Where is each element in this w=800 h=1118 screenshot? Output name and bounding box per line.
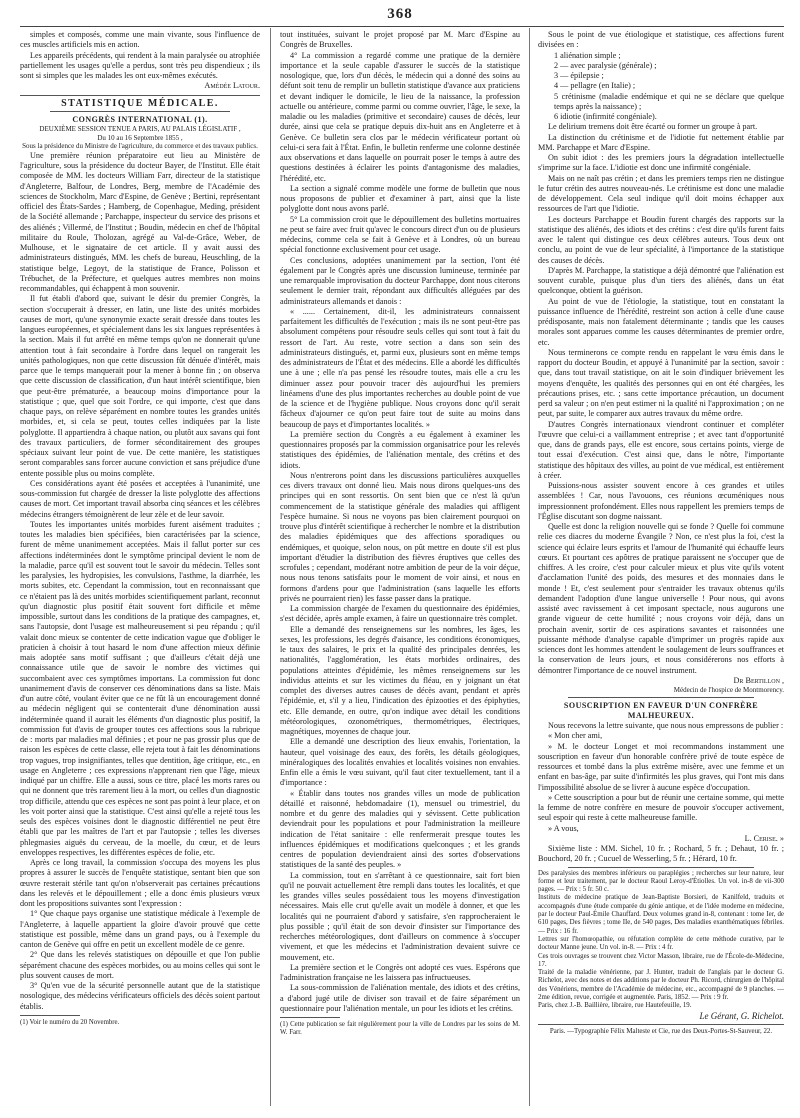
letter-signature: L. Cerise. »	[744, 833, 784, 843]
paragraph: Toutes les importantes unités morbides furent aisément traduites ; toutes les maladies bien spécifiées, bien caractérisées par la science, furent de même unanimement acceptées. Mais il fallut porter sur ces affections indéterminées dont le symptôme principal devient le nom de la maladie, parce qu'il est souvent tout le savoir du médecin. Telles sont les paralysies, les hydropisies, les convulsions, l'asthme, la diarrhée, les morts subites, etc. Cependant la commission, tout en reconnaissant que ce n'étaient pas là des unités morbides scientifiquement parlant, reconnut qu'un diagnostic plus positif était souvent fort difficile et même impossible, surtout dans les conditions de la pratique des campagnes, et, sans l'autopsie, dont l'usage est malheureusement si peu répandu ; qu'il valait donc mieux se contenter de cette indication vague que d'obliger le praticien à choisir à tout hasard le nom d'une affection mieux définie mais adoptée sans motif suffisant ; que d'ailleurs c'était déjà une connaissance utile que de savoir le nombre des victimes qui succombaient avec ces symptômes importans. La commission fut donc unanimement d'avis de conserver ces dénominations dans sa liste. Mais d'un autre côté, voulant éviter que ce ne fût là un encouragement donné au médecin négligent qui se contenterait d'une dénomination aussi indéterminée quand il aurait les éléments d'un diagnostic plus positif, la commission fut d'avis de grouper toutes ces affections sous la rubrique de : morts par maladies mal définies ; et pour ne pas grossir plus que de raison les espèces de cette classe, elle rejeta tout à fait les dénominations trop vagues, trop insignifiantes, telles que dentition, âge critique, etc., en usage en Angleterre ; ces expressions n'apprenant rien que l'âge, mieux indiqué par un chiffre. Elle a aussi, sous ce titre, placé les morts rares ou qui ne donnent que très rarement lieu à la mort, ou celles d'un diagnostic trop difficile, attendu que ces espèces ne sont pas point à leur place, et on les voit porter ainsi que la statistique. C'est ainsi qu'elle a rejeté tous les seuls des espèces voisines dont le diagnostic différentiel ne peut être établi que par les maîtres de l'art et par l'autopsie ; telles les diverses phlegmasies aiguës du cerveau, de la moelle, du cœur, et de leurs enveloppes respectives, les différentes espèces de folie, etc.	[20, 519, 260, 857]
paragraph: Ces considérations ayant été posées et acceptées à l'unanimité, une sous-commission fut chargée de dresser la liste polyglotte des affections causes de mort. Cet important travail absorba cinq séances et les célèbres médecins étrangers témoignèrent de leur zèle et de leur savoir.	[20, 478, 260, 519]
paragraph: Les docteurs Parchappe et Boudin furent chargés des rapports sur la statistique des aliénés, des idiots et des crétins : c'est dire qu'ils furent faits avec le talent qui distingue ces deux célèbres auteurs. Tous deux ont conclu, au point de vue de leur spécialité, à l'importance de la statistique des causes de décès.	[538, 214, 784, 265]
paragraph: Elle a demandé une description des lieux envahis, l'orientation, la hauteur, quel voisinage des eaux, des forêts, les détails géologiques, minéralogiques des localités envahies et localités voisines non envahies. Enfin elle a émis le vœu suivant, qu'il faut citer textuellement, tant il a d'importance :	[280, 737, 520, 788]
advertisement: Lettres sur l'homœopathie, ou réfutation complète de cette méthode curative, par le docteur Manne jeune. Un vol. in-8. — Prix : 4 fr.	[538, 935, 784, 952]
list-item: 1 aliénation simple ;	[554, 50, 621, 60]
paragraph: Les appareils précédents, qui rendent à la main paralysée ou atrophiée partiellement les usages qu'elle a perdus, sont très peu dispendieux ; ils sont si simples que les malades les ont eux-mêmes exécutés.	[20, 50, 260, 80]
paragraph: Puissions-nous assister souvent encore à ces grandes et utiles assemblées ! Car, nous l'avouons, ces réunions œcuméniques nous impressionnent profondément. Elles nous rappellent les premiers temps de l'Église discutant son dogme naissant.	[538, 481, 784, 521]
divider	[538, 1024, 784, 1025]
paragraph: 5° La commission croit que le dépouillement des bulletins mortuaires ne peut se faire avec fruit qu'avec le concours direct d'un ou de plusieurs médecins, comme cela se fait à Genève et à Londres, où un bureau spécial fonctionne exclusivement pour cet usage.	[280, 214, 520, 255]
paragraph: » Cette souscription a pour but de réunir une certaine somme, qui mette la femme de notre confrère en mesure de pouvoir s'occuper activement, seul espoir qui reste à cette malheureuse famille.	[538, 792, 784, 823]
quote-paragraph: « Établir dans toutes nos grandes villes un mode de publication détaillé et raisonné, hebdomadaire (1), mensuel ou trimestriel, du nombre et du genre des maladies qui y sévissent. Cette publication deviendrait pour les populations et pour l'administration la meilleure indication de l'état sanitaire : elle renfermerait presque toutes les influences épidémiques et modifications quelconques ; et les grands centres de population deviendraient ainsi des sortes d'observations statistiques de la santé des peuples. »	[280, 788, 520, 870]
list-item: 6 idiotie (infirmité congéniale).	[554, 112, 657, 121]
footnote: (1) Voir le numéro du 20 Novembre.	[20, 1018, 120, 1026]
paragraph: D'après M. Parchappe, la statistique a déjà démontré que l'aliénation est souvent curable, puisque plus d'un tiers des aliénés, dans un état quelconque, obtient la guérison.	[538, 265, 784, 296]
page-number: 368	[387, 6, 413, 22]
letter-closing: » A vous,	[548, 823, 579, 833]
article-title: SOUSCRIPTION EN FAVEUR D'UN CONFRÈRE MALHEUREUX.	[563, 700, 759, 720]
advertisement: Traité de la maladie vénérienne, par J. Hunter, traduit de l'anglais par le docteur G. Richelot, avec des notes et des additions par le docteur Ph. Ricord, chirurgien de l'hôpital des Vénériens, membre de l'Académie de médecine, etc., accompagné de 9 planches. — 2me édition, revue, corrigée et augmentée. Paris, 1852. — Prix : 9 fr.	[538, 969, 784, 1002]
divider	[50, 111, 230, 112]
advertisement: Paris, chez J.-B. Baillière, libraire, rue Hautefeuille, 19.	[538, 1002, 692, 1010]
author-title: Médecin de l'hospice de Montmorency.	[673, 686, 784, 694]
list-item: 2 — avec paralysie (générale) ;	[554, 60, 657, 70]
quote-paragraph: « ...... Certainement, dit-il, les administrateurs connaissent parfaitement les difficultés de l'exécution ; mais ils ne sont peut-être pas absolument compétens pour résoudre seuls celles qui sont tout à fait du ressort de l'art. Au reste, votre section a dans son sein des administrateurs distingués, et, parmi eux, plusieurs sont en même temps des administrateurs de l'État et des médecins. Elle a abordé les difficultés une à une ; elle n'a pas pensé les résoudre toutes, mais elle a cru les diminuer assez pour pouvoir tracer dès aujourd'hui les premiers linéamens d'une des plus importantes recherches au double point de vue de la science et de l'hygiène publique. Nous croyons donc qu'il serait fâcheux d'ajourner ce qu'on peut faire tout de suite au moins dans beaucoup de pays et d'importantes localités. »	[280, 306, 520, 429]
header-rule	[20, 26, 784, 27]
list-item: 3 — épilepsie ;	[554, 71, 604, 80]
article-presidency: Sous la présidence du Ministre de l'agriculture, du commerce et des travaux publics.	[22, 142, 258, 151]
section-title: STATISTIQUE MÉDICALE.	[61, 97, 219, 109]
paragraph: » M. le docteur Longet et moi recommandons instamment une souscription en faveur d'un honorable confrère privé de toute espèce de ressources et tombé dans la plus extrême misère, avec une femme et un enfant en bas-âge, par suite d'infirmités les plus graves, qui l'ont mis dans l'impossibilité absolue de se livrer à aucune espèce d'occupation.	[538, 741, 784, 792]
advertisement: Instituts de médecine pratique de Jean-Baptiste Borsieri, de Kanilfeld, traduits et accompagnés d'une étude comparée du génie antique, et de l'idée moderne en médecine, par le docteur Paul-Émile Chauffard. Deux volumes grand in-8, contenant : tome Ier, de 610 pages, Des fièvres ; tome IIe, de 540 pages, Des maladies exanthématiques fébriles. — Prix : 16 fr.	[538, 894, 784, 935]
paragraph: Ces conclusions, adoptées unanimement par la section, l'ont été également par le Congrès après une discussion lumineuse, terminée par une remarquable improvisation du docteur Parchappe, dont nous citerons seulement le dernier trait, répondant aux difficultés alléguées par des administrateurs allemands et danois :	[280, 255, 520, 306]
column-3	[538, 30, 784, 1106]
footnote-rule	[280, 1017, 340, 1018]
paragraph: Nous n'entrerons point dans les discussions particulières auxquelles ces divers travaux ont donné lieu. Mais nous dirons quelques-uns des principes qui en sont ressortis. On sent bien que ce n'est là qu'un commencement de la statistique générale des maladies qui affligent l'espèce humaine. Si nous ne voyons pas bien clairement pourquoi on trouve plus d'intérêt scientifique à rechercher le nombre et la distribution des maladies épidémiques que des affections sporadiques ou endémiques, et quoique, selon nous, on pût mettre en doute s'il est plus important d'étudier la distribution des fièvres éruptives que celles des scrofules ; cependant, modérant notre ambition de peur de la voir déçue, nous nous tenons satisfaits pour le moment de voir ainsi, et nous en formons d'ardens pour que l'administration (sans laquelle les efforts privés ne pourraient rien) les fasse passer dans la pratique.	[280, 470, 520, 603]
paragraph: Une première réunion préparatoire eut lieu au Ministère de l'agriculture, sous la présidence du docteur Bayer, de l'Institut. Elle était composée de MM. les docteurs William Farr, directeur de la statistique d'Angleterre, Balfour, de Londres, Berg, membre de l'Académie des sciences de Stockholm, Marc d'Espine, de Genève ; Bertini, représentant officiel des États-Sardes ; Hamberg, de Copenhague, Meding, président de la Société allemande ; Parchappe, inspecteur du service des prisons et des aliénés ; Villermé, de l'Institut ; Boudin, médecin en chef de l'hôpital militaire du Roule, Tholozan, agrégé au Val-de-Grâce, Weber, de Mulhouse, et le signataire de cet article. Il y avait aussi des administrateurs distingués, MM. les chefs de bureau, Heuschling, de la statistique belge, Legoyt, de la statistique de France, Polisson et Trébuchet, de la Préfecture, et quelques autres membres non moins recommandables, qui échappent à mon souvenir.	[20, 150, 260, 294]
paragraph: « Mon cher ami,	[548, 731, 603, 741]
paragraph: Nous recevons la lettre suivante, que nous nous empressons de publier :	[548, 721, 784, 731]
divider	[568, 867, 754, 868]
paragraph: La commission chargée de l'examen du questionnaire des épidémies, s'est décidée, après ample examen, à faire un questionnaire très complet.	[280, 604, 520, 624]
paragraph: tout instituées, suivant le projet proposé par M. Marc d'Espine au Congrès de Bruxelles.	[280, 30, 520, 50]
paragraph: D'autres Congrès internationaux viendront continuer et compléter l'œuvre que celui-ci a vaillamment entreprise ; et avec tant d'opportunité que, dans de grands pays, elle est encore, sous certains points, vierge de tout essai d'exécution. C'est ainsi que, dans le nôtre, l'importante statistique des hôpitaux des villes, au point de vue médical, est entièrement à créer.	[538, 419, 784, 480]
paragraph: 1° Que chaque pays organise une statistique médicale à l'exemple de l'Angleterre, à laquelle appartient la gloire d'avoir prouvé que cette statistique est possible, même dans un grand pays, ou à l'exemple du canton de Genève qui offre en petit un excellent modèle de ce genre.	[20, 909, 260, 950]
paragraph: Sous le point de vue étiologique et statistique, ces affections furent divisées en :	[538, 30, 784, 50]
column-2	[280, 30, 520, 1106]
column-divider	[270, 28, 271, 1106]
paragraph: Après ce long travail, la commission s'occupa des moyens les plus propres à assurer le succès de l'enquête statistique, sentant bien que son œuvre resterait stérile tant qu'on n'observerait pas certaines précautions dans les relevés et le dépouillement ; elle a donc émis plusieurs vœux dont les propositions suivantes sont l'expression :	[20, 858, 260, 909]
list-item: 5 crétinisme (maladie endémique et qui ne se déclare que quelque temps après la naissance) ;	[554, 91, 784, 111]
paragraph: Nous terminerons ce compte rendu en rappelant le vœu émis dans le rapport du docteur Boudin, et appuyé à l'unanimité par la section, savoir : que, dans tout travail statistique, on ait le soin d'indiquer brièvement les moyens d'enquête, les qualités des personnes qui en ont été chargées, les précautions prises, etc. ; sans cette importance précaution, un document perd sa valeur ; on n'en peut estimer ni la qualité ni l'approximation ; on ne peut, par suite, le comparer aux autres travaux du même ordre.	[538, 347, 784, 419]
paragraph: Au point de vue de l'étiologie, la statistique, tout en constatant la puissance influence de l'hérédité, restreint son action à celle d'une cause prédisposante, mais non fatalement déterminante ; tandis que les causes morales sont apparues comme les causes déterminantes de premier ordre, etc.	[538, 296, 784, 347]
paragraph: La première section et le Congrès ont adopté ces vues. Espérons que l'administration française ne les laissera pas infructueuses.	[280, 962, 520, 982]
paragraph: 4° La commission a regardé comme une pratique de la dernière importance et la seule capable d'assurer le succès de la statistique nosologique, que, lors d'un décès, le médecin qui a donné des soins au défunt soit tenu de remplir un bulletin statistique d'avance aux praticiens et devant indiquer le domicile, le lieu de la naissance, la profession actuelle ou antérieure, comme parmi ou comme ouvrier, l'âge, le sexe, la maladie ou les maladies (primitive et secondaire) causes de décès, leur durée, ainsi que cela se pratique depuis dix-huit ans en Angleterre et à Genève. Ce bulletin sera clos par le médecin vérificateur portant où celui-ci sera fait à l'État. Enfin, le bulletin renferme une colonne destinée aux observations et dans laquelle on pourrait poser le temps à autre des questions destinées à éclairer les points d'antagonisme des maladies, l'hérédité, etc.	[280, 50, 520, 183]
printer-imprint: Paris. —Typographie Félix Malteste et Cie, rue des Deux-Portes-St-Sauveur, 22.	[549, 1027, 773, 1035]
advertisement: Des paralysies des membres inférieurs ou paraplégies ; recherches sur leur nature, leur forme et leur traitement, par le docteur Raoul Leroy-d'Étiolles. Un vol. in-8 de vii-300 pages. — Prix : 5 fr. 50 c.	[538, 869, 784, 894]
paragraph: Quelle est donc la religion nouvelle qui se fonde ? Quelle foi commune relie ces diacres du moderne Évangile ? Non, ce n'est plus la foi, c'est la science qui éclaire leurs esprits et l'amour de l'humanité qui échauffe leurs cœurs. Et pourtant ces apôtres de pratique paraissent ne s'occuper que de chiffres. A les croire, c'est pour calculer mieux et plus vite qu'ils votent d'acclamation l'unité des poids, des mesures et des monnaies dans le monde ! Et, c'est seulement pour s'entraider les travaux obtenus qu'ils demandent l'adoption d'une langue universelle ! Pour nous, qui avons assisté avec ravissement à cet imposant spectacle, nous augurons une grande vigueur de cette humilité ; nous croyons voir déjà, dans un prochain avenir, sortir de ces aspirations savantes et raisonnées une puissante méthode d'analyse capable d'imprimer un progrès rapide aux sciences dont les hommes attendent le soulagement de leurs souffrances et la conservation de leurs jours, et nous considérerons nos efforts à démontrer l'importance de ce nouvel instrument.	[538, 522, 784, 675]
gerant-signature: Le Gérant, G. Richelot.	[699, 1010, 784, 1021]
list-item: 4 — pellagre (en Italie) ;	[554, 81, 636, 91]
paragraph: La distinction du crétinisme et de l'idiotie fut nettement établie par MM. Parchappe et Marc d'Espine.	[538, 132, 784, 152]
column-1	[20, 30, 260, 1106]
paragraph: La commission, tout en s'arrêtant à ce questionnaire, sait fort bien qu'il ne pouvait actuellement être rempli dans toutes les localités, et que les grandes villes seules possédaient tous les moyens d'investigation nécessaires. Mais elle crut qu'elle avait un modèle à donner, et que les localités qui ne pourraient d'abord y satisfaire, s'en rapprocheraient le plus possible ; qu'il était de son devoir d'insister sur l'importance des recherches météorologiques, dont d'ailleurs on commence à s'occuper vivement, et que les médecins et l'administration devaient suivre ce mouvement, etc.	[280, 870, 520, 962]
column-divider	[529, 28, 530, 1106]
article-subtitle: DEUXIÈME SESSION TENUE A PARIS, AU PALAIS LÉGISLATIF ,	[39, 125, 241, 133]
divider	[20, 95, 260, 96]
paragraph: 2° Que dans les relevés statistiques on dépouille et que l'on publie séparément chacune des espèces morbides, ou au moins celles qui sont le plus souvent causes de mort.	[20, 950, 260, 980]
author-signature: Amédée Latour.	[204, 81, 260, 91]
paragraph: simples et composés, comme une main vivante, sous l'influence de ces muscles artificiels mis en action.	[20, 30, 260, 50]
paragraph: La première section du Congrès a eu également à examiner les questionnaires proposés par la commission organisatrice pour les relevés statistiques des épidémies, de l'aliénation mentale, des crétins et des idiots.	[280, 429, 520, 470]
footnote: (1) Cette publication se fait régulièrement pour la ville de Londres par les soins de M. W. Farr.	[280, 1021, 520, 1036]
paragraph: Il fut établi d'abord que, suivant le désir du premier Congrès, la section s'occuperait à dresser, en latin, une liste des unités morbides causes de mort, qu'une synonymie exacte serait dressée dans toutes les langues européennes, et spécialement dans les six langues représentées à la section. Mais il fut arrêté en même temps qu'on ne donnerait qu'une attention tout à fait secondaire à l'ordre dans lequel on rangerait les unités pathologiques, non que cette discussion fût dénuée d'intérêt, mais parce que le temps manquerait pour la mener à bonne fin ; on observa que cette discussion de classification, d'un haut intérêt scientifique, bien que peut-être prématurée, a beaucoup moins d'importance pour la statistique ; que, quel que soit l'ordre, ce qui importe, c'est que dans chaque pays, on relève séparément en nombre toutes les grandes unités morbides, et, si cela se peut, toutes celles indiquées par la liste polyglotte. Il appartiendra à chaque nation, ou plutôt aux savans qui font des travaux particuliers, de former séconditairement des groupes spéciaux suivant leur point de vue. De cette manière, les statistiques seront comparables sans forcer aucune conviction et sans préjudice d'une entente possible plus ou moins complète.	[20, 294, 260, 478]
paragraph: La sous-commission de l'aliénation mentale, des idiots et des crétins, a d'abord jugé utile de diviser son travail et de faire séparément un questionnaire pour l'aliénation mentale, un pour les idiots et les crétins.	[280, 983, 520, 1013]
paragraph: 3° Qu'en vue de la sécurité personnelle autant que de la statistique nosologique, des médecins vérificateurs officiels des décès soient partout établis.	[20, 981, 260, 1011]
paragraph: On subit idiot : des les premiers jours la dégradation intellectuelle s'imprime sur la face. L'idiotie est donc une infirmité congéniale.	[538, 153, 784, 173]
paragraph: La section a signalé comme modèle une forme de bulletin que nous nous proposons de publier et d'examiner à part, ainsi que la liste polyglotte dont nous avons parlé.	[280, 183, 520, 214]
author-signature: Dr Bertillon ,	[733, 675, 784, 685]
advertisement: Ces trois ouvrages se trouvent chez Victor Masson, libraire, rue de l'École-de-Médecine, 17.	[538, 952, 784, 968]
article-title: CONGRÈS INTERNATIONAL (1).	[72, 114, 208, 124]
paragraph: Elle a demandé des renseignemens sur les nombres, les âges, les sexes, les professions, les degrés d'aisance, les conditions économiques, le taux des salaires, le prix et la qualité des principales denrées, les nationalités, l'agglomération, les états morbides ordinaires, des populations atteintes d'épidémie, les mêmes renseignemens sur les individus atteints et sur les victimes du fléau, en y joignant un état complet des diverses autres causes de décès avant, pendant et après l'épidémie, et, s'il y a lieu, l'indication des épizooties et des épiphyties, etc. Elle demande, en outre, qu'on indique avec détail les conditions météorologiques, ozonométriques, thermométriques, électriques, magnétiques, moyennes de chaque jour.	[280, 624, 520, 736]
paragraph: Mais on ne naît pas crétin ; et dans les premiers temps rien ne distingue le futur crétin des autres nouveau-nés. Le crétinisme est donc une maladie de développement. Cela seul indique qu'il doit moins échapper aux ressources de l'art que l'idiotie.	[538, 173, 784, 214]
footnote-rule	[20, 1015, 80, 1016]
divider	[568, 697, 754, 698]
article-dates: Du 10 au 16 Septembre 1855 ,	[97, 133, 183, 142]
paragraph: Le delirium tremens doit être écarté ou former un groupe à part.	[548, 122, 758, 132]
subscription-list: Sixième liste : MM. Sichel, 10 fr. ; Rochard, 5 fr. ; Dehaut, 10 fr. ; Bouchord, 20 fr. ; Cucuel de Wesserling, 5 fr. ; Hérard, 10 fr.	[538, 844, 784, 864]
